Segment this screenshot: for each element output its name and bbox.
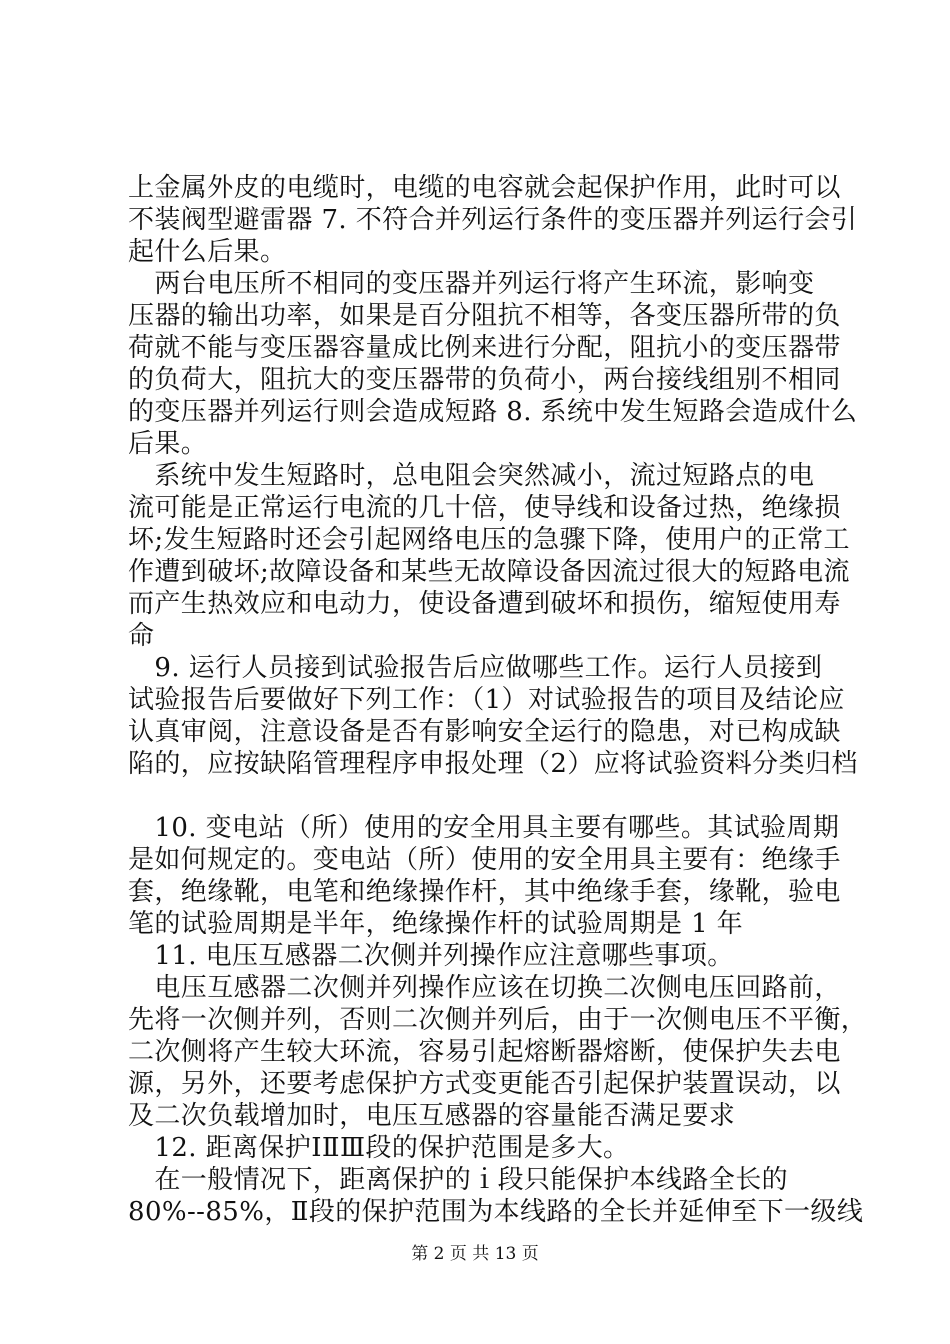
text-line: 压器的输出功率，如果是百分阻抗不相等，各变压器所带的负 — [128, 301, 841, 331]
text-line: 10. 变电站（所）使用的安全用具主要有哪些。其试验周期 — [128, 813, 840, 843]
text-line: 在一般情况下，距离保护的ｉ段只能保护本线路全长的 — [128, 1165, 789, 1195]
text-line: 系统中发生短路时，总电阻会突然减小，流过短路点的电 — [128, 461, 815, 491]
text-line: 不装阀型避雷器 7. 不符合并列运行条件的变压器并列运行会引 — [128, 205, 858, 235]
text-line: 先将一次侧并列，否则二次侧并列后，由于一次侧电压不平衡， — [128, 1005, 868, 1035]
text-line: 80%--85%，Ⅱ段的保护范围为本线路的全长并延伸至下一级线 — [128, 1197, 864, 1227]
text-line: 二次侧将产生较大环流，容易引起熔断器熔断，使保护失去电 — [128, 1037, 841, 1067]
text-line: 12. 距离保护ⅠⅡⅢ段的保护范围是多大。 — [128, 1133, 630, 1163]
text-line: 起什么后果。 — [128, 237, 287, 267]
text-line: 命 — [128, 621, 155, 651]
text-line: 陷的，应按缺陷管理程序申报处理（2）应将试验资料分类归档 — [128, 749, 858, 779]
text-line: 是如何规定的。变电站（所）使用的安全用具主要有：绝缘手 — [128, 845, 841, 875]
text-line: 试验报告后要做好下列工作：（1）对试验报告的项目及结论应 — [128, 685, 845, 715]
text-line: 坏;发生短路时还会引起网络电压的急骤下降，使用户的正常工 — [128, 525, 850, 555]
text-line: 的负荷大，阻抗大的变压器带的负荷小，两台接线组别不相同 — [128, 365, 841, 395]
blank-line — [128, 780, 828, 812]
text-line: 笔的试验周期是半年，绝缘操作杆的试验周期是 1 年 — [128, 909, 744, 939]
document-body — [128, 172, 868, 1228]
page-number-footer: 第 2 页 共 13 页 — [411, 1244, 539, 1264]
text-line: 及二次负载增加时，电压互感器的容量能否满足要求 — [128, 1101, 736, 1131]
text-line: 电压互感器二次侧并列操作应该在切换二次侧电压回路前， — [128, 973, 841, 1003]
text-line: 认真审阅，注意设备是否有影响安全运行的隐患，对已构成缺 — [128, 717, 841, 747]
text-line: 11. 电压互感器二次侧并列操作应注意哪些事项。 — [128, 941, 734, 971]
text-line: 源，另外，还要考虑保护方式变更能否引起保护装置误动，以 — [128, 1069, 841, 1099]
text-line: 流可能是正常运行电流的几十倍，使导线和设备过热，绝缘损 — [128, 493, 841, 523]
text-line: 两台电压所不相同的变压器并列运行将产生环流，影响变 — [128, 269, 815, 299]
text-line: 后果。 — [128, 429, 208, 459]
text-line: 上金属外皮的电缆时，电缆的电容就会起保护作用，此时可以 — [128, 173, 841, 203]
text-line: 作遭到破坏;故障设备和某些无故障设备因流过很大的短路电流 — [128, 557, 850, 587]
text-line: 9. 运行人员接到试验报告后应做哪些工作。运行人员接到 — [128, 653, 823, 683]
text-line: 而产生热效应和电动力，使设备遭到破坏和损伤，缩短使用寿 — [128, 589, 841, 619]
text-line: 荷就不能与变压器容量成比例来进行分配，阻抗小的变压器带 — [128, 333, 841, 363]
text-line: 的变压器并列运行则会造成短路 8. 系统中发生短路会造成什么 — [128, 397, 858, 427]
text-line: 套，绝缘靴，电笔和绝缘操作杆，其中绝缘手套，缘靴，验电 — [128, 877, 841, 907]
